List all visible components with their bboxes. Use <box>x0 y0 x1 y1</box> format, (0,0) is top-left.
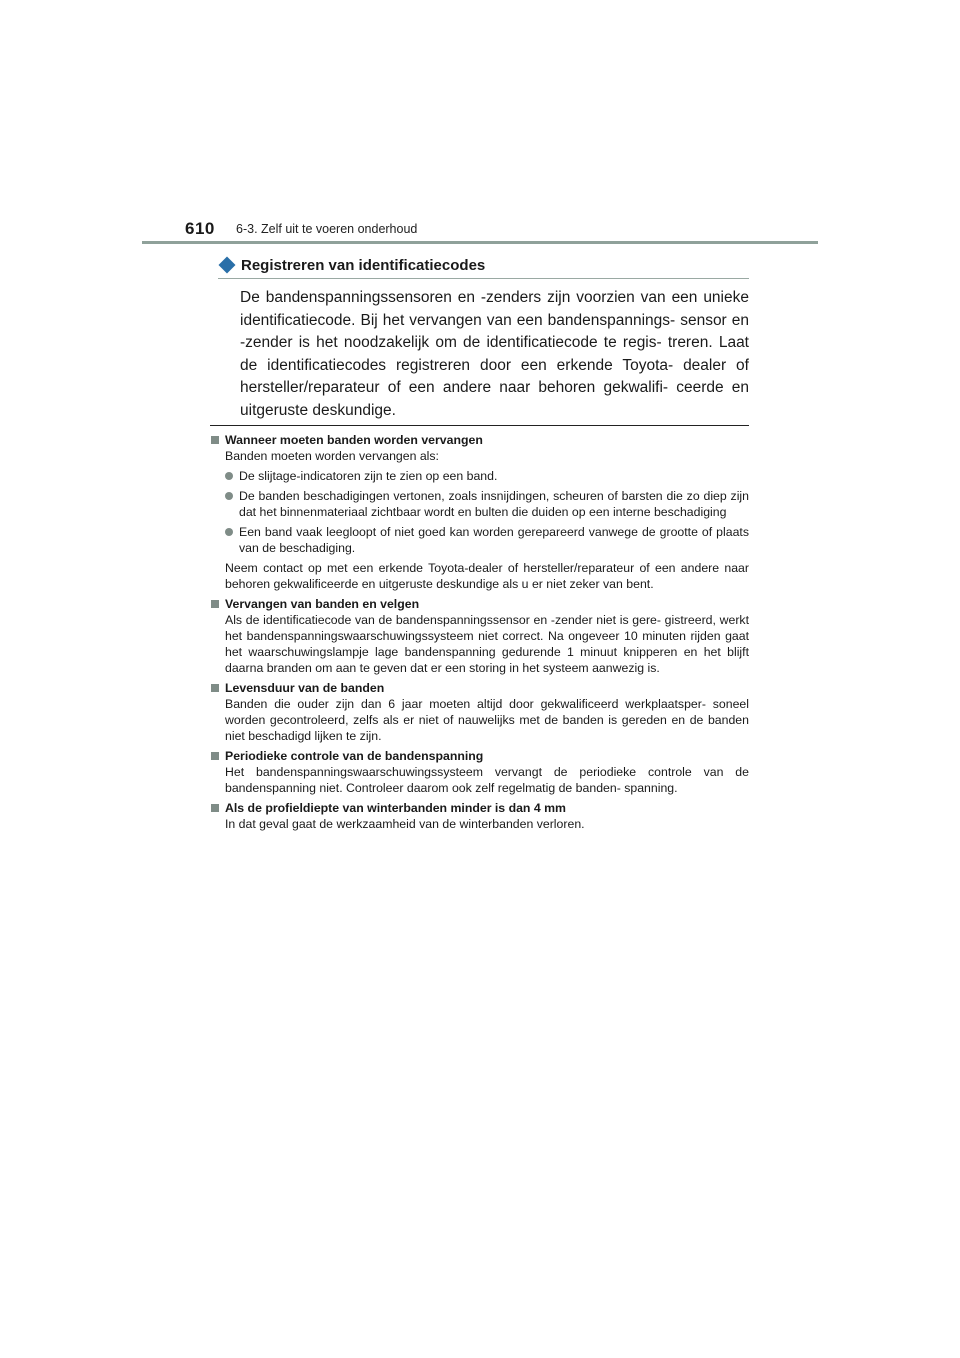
section-registration <box>218 252 749 422</box>
list-item <box>225 468 749 484</box>
note-intro: Banden moeten worden vervangen als: <box>225 449 439 463</box>
diamond-icon <box>219 257 236 274</box>
bullet-dot-icon <box>225 492 233 500</box>
bullet-text: De banden beschadigingen vertonen, zoals insnijdingen, scheuren of barsten die zo diep zijn dat het binnenmateriaal zichtbaar wordt en bulten die duiden op een interne beschadiging <box>239 489 749 519</box>
square-icon <box>211 436 219 444</box>
note-title: Wanneer moeten banden worden vervangen <box>225 433 483 447</box>
bullet-text: Een band vaak leegloopt of niet goed kan worden gerepareerd vanwege de grootte of plaats van de beschadiging. <box>239 525 749 555</box>
note-title: Vervangen van banden en velgen <box>225 597 420 611</box>
note-outro: Neem contact op met een erkende Toyota-dealer of hersteller/reparateur of een andere naar behoren gekwalificeerde en uitgeruste deskundige als u er niet zeker van bent. <box>225 561 749 591</box>
note-title: Als de profieldiepte van winterbanden minder is dan 4 mm <box>225 801 566 815</box>
section-heading <box>218 252 749 278</box>
bullet-dot-icon <box>225 528 233 536</box>
section-rule <box>218 278 749 279</box>
note-heading <box>210 432 749 448</box>
note-tire-replacement <box>210 432 749 592</box>
note-text: In dat geval gaat de werkzaamheid van de winterbanden verloren. <box>225 817 585 831</box>
note-heading <box>210 748 749 764</box>
breadcrumb: 6-3. Zelf uit te voeren onderhoud <box>236 222 418 236</box>
section-body: De bandenspanningssensoren en -zenders zijn voorzien van een unieke identificatiecode. Bij het vervangen van een bandenspannings- sensor en -zender is het noodzakelijk om de identificatiecode te regis- treren. Laat de identificatiecodes registreren door een erkende Toyota- dealer of hersteller/reparateur of een andere naar behoren gekwalifi- ceerde en uitgeruste deskundige. <box>240 289 749 419</box>
note-heading <box>210 800 749 816</box>
note-tires-and-wheels <box>210 596 749 676</box>
note-pressure-check <box>210 748 749 796</box>
header-rule <box>142 241 818 244</box>
bullet-dot-icon <box>225 472 233 480</box>
note-title: Periodieke controle van de bandenspanning <box>225 749 484 763</box>
note-text: Als de identificatiecode van de bandenspanningssensor en -zender niet is gere- gistreerd, werkt het bandenspanningswaarschuwingssysteem niet correct. Na ongeveer 10 minuten rijden gaat het waarschuwingslampje lage bandenspanning gedurende 1 minuut knipperen en het blijft daarna branden om aan te geven dat er een storing in het systeem aanwezig is. <box>225 613 749 675</box>
bullet-text: De slijtage-indicatoren zijn te zien op een band. <box>239 469 498 483</box>
section-title: Registreren van identificatiecodes <box>241 256 486 274</box>
page-header <box>0 0 960 250</box>
note-title: Levensduur van de banden <box>225 681 385 695</box>
list-item <box>225 488 749 520</box>
note-text: Het bandenspanningswaarschuwingssysteem vervangt de periodieke controle van de bandenspanning niet. Controleer daarom ook zelf regelmatig de banden- spanning. <box>225 765 749 795</box>
note-heading <box>210 680 749 696</box>
note-tire-lifespan <box>210 680 749 744</box>
square-icon <box>211 804 219 812</box>
notes-divider <box>210 425 749 426</box>
note-text: Banden die ouder zijn dan 6 jaar moeten altijd door gekwalificeerd werkplaatsper- soneel worden gecontroleerd, zelfs als er niet of nauwelijks met de banden is gereden en de banden niet beschadigd lijken te zijn. <box>225 697 749 743</box>
list-item <box>225 524 749 556</box>
page-number: 610 <box>185 219 215 238</box>
note-winter-tread <box>210 800 749 832</box>
note-heading <box>210 596 749 612</box>
notes-list <box>210 432 749 836</box>
square-icon <box>211 684 219 692</box>
square-icon <box>211 600 219 608</box>
square-icon <box>211 752 219 760</box>
